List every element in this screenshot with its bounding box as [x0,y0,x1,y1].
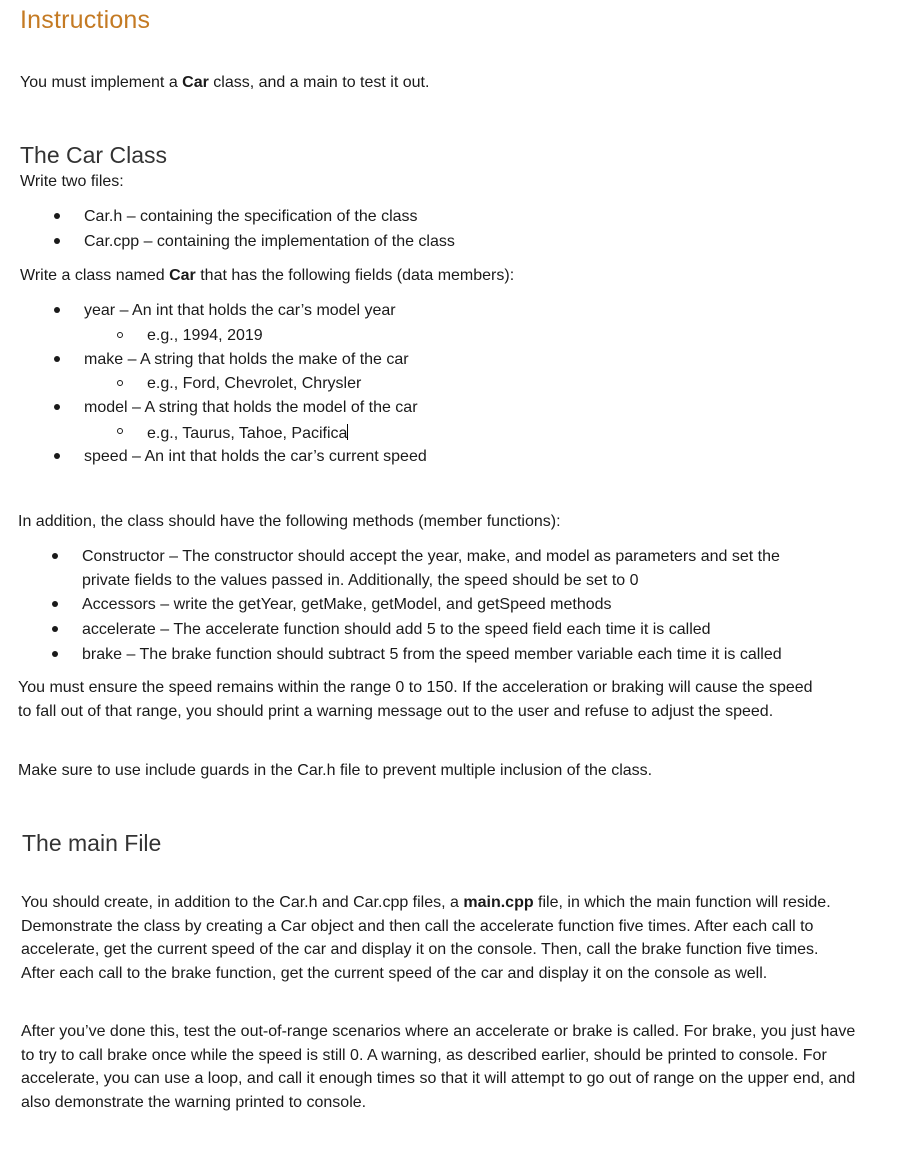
main-file-para-pre: You should create, in addition to the Car.h and Car.cpp files, a [21,894,464,911]
field-item-year: year – An int that holds the car’s model year [84,302,396,319]
sub-bullet-icon [117,380,123,386]
main-file-heading: The main File [22,830,162,856]
main-file-paragraph [21,891,851,985]
fields-intro-text [20,268,514,284]
field-example-model-text: e.g., Taurus, Tahoe, Pacifica [147,425,348,442]
intro-post: class, and a main to test it out. [208,74,430,91]
field-example-year: e.g., 1994, 2019 [147,327,263,344]
bullet-icon [52,553,58,559]
bullet-icon [52,651,58,657]
intro-pre: You must implement a [20,74,183,91]
page-title: Instructions [20,6,151,34]
include-guards-paragraph: Make sure to use include guards in the Car.h file to prevent multiple inclusion of the class. [18,762,653,779]
field-item-make: make – A string that holds the make of the car [84,351,409,368]
field-example-make: e.g., Ford, Chevrolet, Chrysler [147,375,362,392]
write-files-text: Write two files: [20,173,124,190]
fields-intro-post: that has the following fields (data members): [195,267,515,284]
speed-range-paragraph: You must ensure the speed remains within the range 0 to 150. If the acceleration or braking will cause the speed to fall out of that range, you should print a warning message out to the user and refuse to adjust the speed. [18,679,813,720]
method-item-accessors: Accessors – write the getYear, getMake, getModel, and getSpeed methods [82,596,612,613]
sub-bullet-icon [117,332,123,338]
out-of-range-paragraph: After you’ve done this, test the out-of-range scenarios where an accelerate or brake is called. For brake, you just have to try to call brake once while the speed is still 0. A warning, as described earlier, should be printed to console. For accelerate, you can use a loop, and call it enough times so that it will attempt to go out of range on the upper end, and also demonstrate the warning printed to console. [21,1023,856,1111]
methods-intro-text: In addition, the class should have the following methods (member functions): [18,513,561,530]
bullet-icon [54,453,60,459]
field-item-model: model – A string that holds the model of the car [84,399,418,416]
main-file-para-post: file, in which the main function will reside. Demonstrate the class by creating a Car object and then call the accelerate function five times. After each call to accelerate, get the current speed of the car and display it on the console. Then, call the brake function five times. After each call to the brake function, get the current speed of the car and display it on the console as well. [21,894,831,982]
field-example-model[interactable] [147,424,348,442]
bullet-icon [54,213,60,219]
bullet-icon [54,307,60,313]
method-item-brake: brake – The brake function should subtract 5 from the speed member variable each time it is called [82,646,782,663]
bullet-icon [52,626,58,632]
car-class-heading: The Car Class [20,142,167,168]
intro-bold: Car [182,74,209,91]
main-file-para-bold: main.cpp [463,894,534,911]
sub-bullet-icon [117,428,123,434]
fields-intro-pre: Write a class named [20,267,170,284]
bullet-icon [54,356,60,362]
file-item: Car.h – containing the specification of the class [84,208,418,225]
file-item: Car.cpp – containing the implementation of the class [84,233,455,250]
text-cursor [347,424,348,440]
fields-intro-bold: Car [169,267,196,284]
field-item-speed: speed – An int that holds the car’s current speed [84,448,427,465]
bullet-icon [54,238,60,244]
bullet-icon [52,601,58,607]
bullet-icon [54,404,60,410]
method-item-accelerate: accelerate – The accelerate function should add 5 to the speed field each time it is called [82,621,711,638]
method-item-constructor-cont: private fields to the values passed in. Additionally, the speed should be set to 0 [82,572,639,589]
method-item-constructor: Constructor – The constructor should accept the year, make, and model as parameters and set the [82,548,780,565]
intro-text [20,75,429,91]
